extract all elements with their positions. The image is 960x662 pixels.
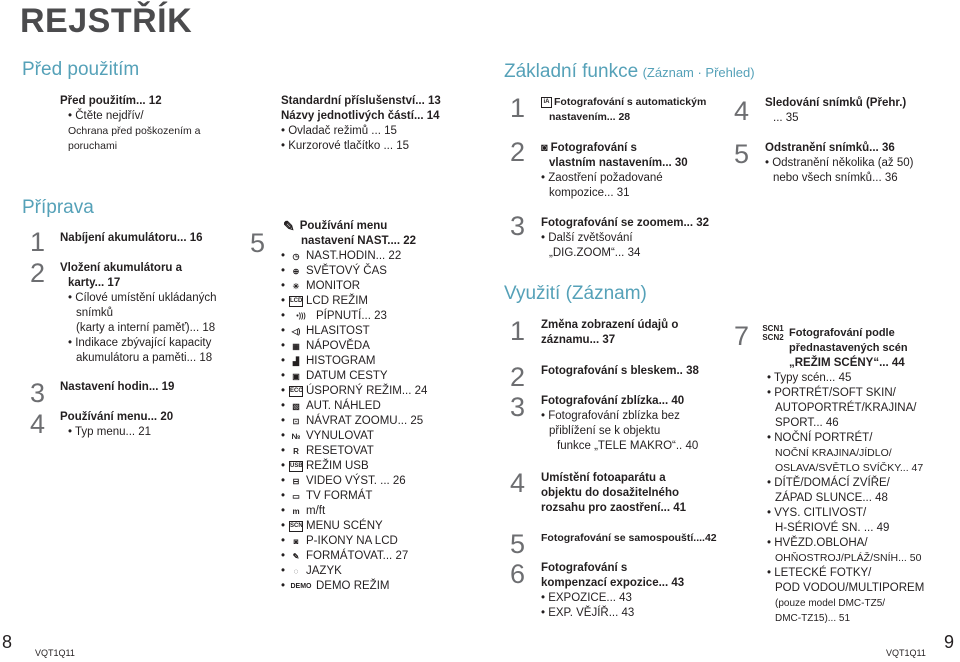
setup-item-label: MONITOR [306,280,361,292]
setup-heading-label: Používání menu [299,220,388,232]
setup-item[interactable] [281,534,427,549]
step-number: 3 [30,378,46,408]
page-title: REJSTŘÍK [20,2,193,40]
menu-usage-list [60,410,173,440]
list-line[interactable]: karty... 17 [68,277,121,289]
setup-item[interactable] [281,279,427,294]
step-number: 5 [510,529,526,559]
setup-item[interactable] [281,369,427,384]
list-line[interactable] [541,141,688,156]
step-number: 4 [734,96,750,126]
setup-item-label: DATUM CESTY [306,370,388,382]
list-line[interactable]: Fotografování zblízka... 40 [541,395,685,407]
list-line[interactable]: Umístění fotoaparátu a [541,472,666,484]
list-line[interactable]: • EXPOZICE... 43 [541,592,632,604]
list-line[interactable]: rozsahu pro zaostření... 41 [541,502,687,514]
before-use-list [60,94,201,154]
list-line[interactable]: „DIG.ZOOM“... 34 [549,247,641,259]
accessories-list [281,94,441,154]
setup-item-label: TV FORMÁT [306,490,373,502]
setup-item[interactable] [281,519,427,534]
macro-entry [541,394,698,454]
setup-item[interactable] [281,579,427,594]
playback-entry [765,96,906,126]
section-basic-title: Základní funkce [504,61,639,82]
list-line[interactable]: Změna zobrazení údajů o [541,319,679,331]
list-line[interactable]: záznamu... 37 [541,334,616,346]
intelligent-auto-icon: iA [541,97,552,108]
auto-review-icon: ▧ [292,402,300,411]
list-line[interactable]: nebo všech snímků... 36 [773,172,898,184]
setup-item[interactable] [281,399,427,414]
setup-item[interactable] [281,414,427,429]
step-number: 5 [734,139,750,169]
bullet: • [281,385,286,397]
list-line[interactable]: DMC-TZ15)... 51 [775,613,851,624]
video-out-icon: ⊟ [292,477,300,486]
right-doc-code: VQT1Q11 [886,648,926,658]
clock-icon: ◷ [292,252,300,261]
setup-item[interactable] [281,249,427,264]
battery-card-list [60,261,217,366]
histogram-icon: ▟ [292,357,300,366]
step-number: 6 [510,559,526,589]
bullet: • [281,445,286,457]
list-line: přiblížení se k objektu [549,425,661,437]
setup-item[interactable] [281,294,427,309]
self-timer-entry[interactable]: Fotografování se samospouští....42 [541,532,717,544]
right-page-number: 9 [944,632,955,652]
wrench-icon: ✎ [283,218,295,234]
list-line[interactable]: nastavení NAST.... 22 [301,235,417,247]
eco-icon: ECO [289,386,303,397]
display-change-entry [541,318,678,348]
list-line[interactable]: • Typ menu... 21 [68,426,152,438]
setup-menu-list [283,219,416,249]
setup-item-label: FORMÁTOVAT... 27 [306,550,409,562]
list-line[interactable]: akumulátoru a paměti... 18 [76,352,213,364]
list-line[interactable]: kompenzací expozice... 43 [541,577,685,589]
clock-setting-link[interactable]: Nastavení hodin... 19 [60,381,175,393]
volume-icon: ◁) [291,327,301,336]
travel-date-icon: ▣ [292,372,300,381]
list-line[interactable]: • Odstranění několika (až 50) [765,157,914,169]
list-line[interactable]: (karty a interní paměť)... 18 [76,322,216,334]
setup-item-label: P-IKONY NA LCD [306,535,398,547]
list-line[interactable]: OHŇOSTROJ/PLÁŽ/SNÍH... 50 [775,552,922,564]
zoom-entry [541,216,709,261]
entry-label: Fotografování s [550,142,637,154]
list-line[interactable]: Fotografování s [541,562,628,574]
list-line[interactable]: Fotografování se zoomem... 32 [541,217,710,229]
list-line[interactable]: Sledování snímků (Přehr.) [765,97,907,109]
list-line: NOČNÍ KRAJINA/JÍDLO/ [775,447,892,459]
setup-item-label: PÍPNUTÍ... 23 [316,310,387,322]
setup-item-label: MENU SCÉNY [306,520,383,532]
step-number: 1 [510,93,526,123]
list-line: • Indikace zbývající kapacity [68,337,212,349]
setup-item-label: ÚSPORNÝ REŽIM... 24 [306,385,428,397]
list-line[interactable]: nastavením... 28 [549,111,631,123]
bullet: • [281,400,286,412]
list-line: • Další zvětšování [541,232,633,244]
step-number: 2 [30,258,46,288]
scene-menu-icon: SCN [289,521,303,532]
bullet: • [281,325,286,337]
setup-item[interactable] [281,549,427,564]
step-number: 3 [510,211,526,241]
setup-item-label: NAST.HODIN... 22 [306,250,402,262]
setup-item-label: NÁVRAT ZOOMU... 25 [306,415,424,427]
reset-icon: R [293,447,299,456]
left-doc-code: VQT1Q11 [35,648,75,658]
list-line[interactable]: kompozice... 31 [549,187,630,199]
bullet: • [281,340,286,352]
exposure-entry [541,561,684,621]
list-line[interactable]: Názvy jednotlivých částí... 14 [281,110,440,122]
setup-item-label: m/ft [306,505,326,517]
setup-item[interactable] [281,459,427,474]
camera-icon: ◙ [541,142,548,154]
list-line: • HVĚZD.OBLOHA/ [767,537,868,549]
left-page-number: 8 [2,632,13,652]
list-line: poruchami [68,140,118,152]
setup-item-label: VYNULOVAT [306,430,374,442]
flash-entry[interactable]: Fotografování s bleskem.. 38 [541,365,699,377]
list-line[interactable]: Před použitím... 12 [60,95,162,107]
scene-types-list [767,356,924,626]
setup-item[interactable] [281,324,427,339]
step-number: 7 [734,321,750,351]
setup-item[interactable] [281,444,427,459]
bullet: • [281,535,286,547]
step-number: 4 [30,409,46,439]
setup-item-label: VIDEO VÝST. ... 26 [306,475,406,487]
list-line: • PORTRÉT/SOFT SKIN/ [767,387,896,399]
list-line[interactable]: vlastním nastavením... 30 [549,157,688,169]
delete-entry [765,141,914,186]
bullet: • [281,415,286,427]
usb-icon: USB [289,461,303,472]
list-line[interactable]: Vložení akumulátoru a [60,262,183,274]
section-basic-subtitle: (Záznam · Přehled) [642,65,755,80]
list-line[interactable]: Používání menu... 20 [60,411,174,423]
auto-shooting-entry [541,95,706,125]
setup-item-label: REŽIM USB [306,460,369,472]
focus-range-entry [541,471,686,516]
list-line: snímků [76,307,114,319]
setup-item-label: RESETOVAT [306,445,374,457]
step-number: 3 [510,392,526,422]
step-number: 5 [250,228,266,258]
mft-icon: m [292,507,300,516]
list-line: AUTOPORTRÉT/KRAJINA/ [775,402,917,414]
step-number: 4 [510,468,526,498]
step-number: 1 [510,316,526,346]
list-line[interactable] [541,95,706,110]
format-icon: ✎ [292,552,300,561]
list-line: • Cílové umístění ukládaných [68,292,217,304]
list-line[interactable]: funkce „TELE MAKRO“.. 40 [557,440,699,452]
setup-item-label: HLASITOST [306,325,370,337]
step-number: 2 [510,137,526,167]
section-basic-functions [504,61,755,83]
setup-item[interactable] [281,264,427,279]
list-line[interactable]: • EXP. VĚJÍŘ... 43 [541,607,635,619]
bullet: • [281,295,286,307]
setup-item[interactable] [281,504,427,519]
setup-item[interactable] [281,384,427,399]
zoom-resume-icon: ⊡ [292,417,300,426]
list-line: přednastavených scén [789,342,908,354]
setup-item[interactable] [281,474,427,489]
list-line: Ochrana před poškozením a [68,125,201,137]
bullet: • [281,310,286,322]
setup-item[interactable] [281,339,427,354]
setup-item-label: LCD REŽIM [306,295,368,307]
bullet: • [281,580,286,592]
list-line[interactable]: • Čtěte nejdřív/ [68,110,144,122]
demo-icon: DEMO [290,583,312,590]
bullet: • [281,280,286,292]
bullet: • [281,475,286,487]
list-line[interactable]: Fotografování podle [789,327,895,339]
scene-mode-entry [789,326,908,356]
setup-item-label: NÁPOVĚDA [306,340,370,352]
bullet: • [281,370,286,382]
list-line[interactable]: SPORT... 46 [775,417,839,429]
list-line[interactable]: ZÁPAD SLUNCE... 48 [775,492,888,504]
list-line[interactable]: „REŽIM SCÉNY“... 44 [789,357,905,369]
bullet: • [281,355,286,367]
setup-item-label: JAZYK [306,565,342,577]
help-icon: ▦ [292,342,300,351]
monitor-icon: ✳ [292,282,300,291]
bullet: • [281,520,286,532]
bullet: • [281,460,286,472]
scene-mode-icon: SCN1 SCN2 [762,324,784,342]
list-line: • LETECKÉ FOTKY/ [767,567,872,579]
list-line[interactable]: OSLAVA/SVĚTLO SVÍČKY... 47 [775,462,924,474]
setup-item[interactable] [281,489,427,504]
setup-item[interactable] [281,354,427,369]
setup-item-label: DEMO REŽIM [316,580,390,592]
list-line[interactable]: • Ovladač režimů ... 15 [281,125,397,137]
bullet: • [281,265,286,277]
language-icon: ◌ [293,567,299,576]
step-number: 2 [510,362,526,392]
step-number: 1 [30,227,46,257]
list-line: • DÍTĚ/DOMÁCÍ ZVÍŘE/ [767,477,890,489]
tv-aspect-icon: ▭ [292,492,300,501]
setup-items [281,249,427,594]
list-line: objektu do dosažitelného [541,487,680,499]
list-line[interactable]: • Typy scén... 45 [767,372,852,384]
list-line: • Zaostření požadované [541,172,663,184]
world-time-icon: ⊕ [292,267,300,276]
list-line[interactable]: • Kurzorové tlačítko ... 15 [281,140,410,152]
section-before-use: Před použitím [22,59,140,80]
list-line[interactable]: H-SÉRIOVÉ SN. ... 49 [775,522,890,534]
list-line: POD VODOU/MULTIPOREM [775,582,925,594]
setup-item-label: HISTOGRAM [306,355,376,367]
p-icon-icon: ◙ [293,537,299,546]
no-reset-icon: № [291,432,301,441]
list-line[interactable]: Odstranění snímků... 36 [765,142,895,154]
section-preparation: Příprava [22,197,94,218]
setup-menu-heading[interactable] [283,219,416,234]
bullet: • [281,505,286,517]
setup-item-label: SVĚTOVÝ ČAS [306,265,387,277]
beep-icon: •))) [296,313,306,320]
bullet: • [281,490,286,502]
list-line: • VYS. CITLIVOST/ [767,507,867,519]
lcd-icon: LCD [289,296,303,307]
list-line: (pouze model DMC-TZ5/ [775,598,886,609]
setup-item[interactable] [281,309,427,324]
setup-item-label: AUT. NÁHLED [306,400,381,412]
setup-item[interactable] [281,564,427,579]
list-line[interactable]: ... 35 [773,112,799,124]
bullet: • [281,430,286,442]
custom-shooting-entry [541,141,688,201]
bullet: • [281,550,286,562]
list-line: • Fotografování zblízka bez [541,410,680,422]
list-line[interactable]: Standardní příslušenství... 13 [281,95,441,107]
charging-link[interactable]: Nabíjení akumulátoru... 16 [60,232,203,244]
list-line: • NOČNÍ PORTRÉT/ [767,432,873,444]
bullet: • [281,565,286,577]
bullet: • [281,250,286,262]
setup-item[interactable] [281,429,427,444]
entry-label: Fotografování s automatickým [554,96,707,108]
section-advanced: Využití (Záznam) [504,283,647,304]
